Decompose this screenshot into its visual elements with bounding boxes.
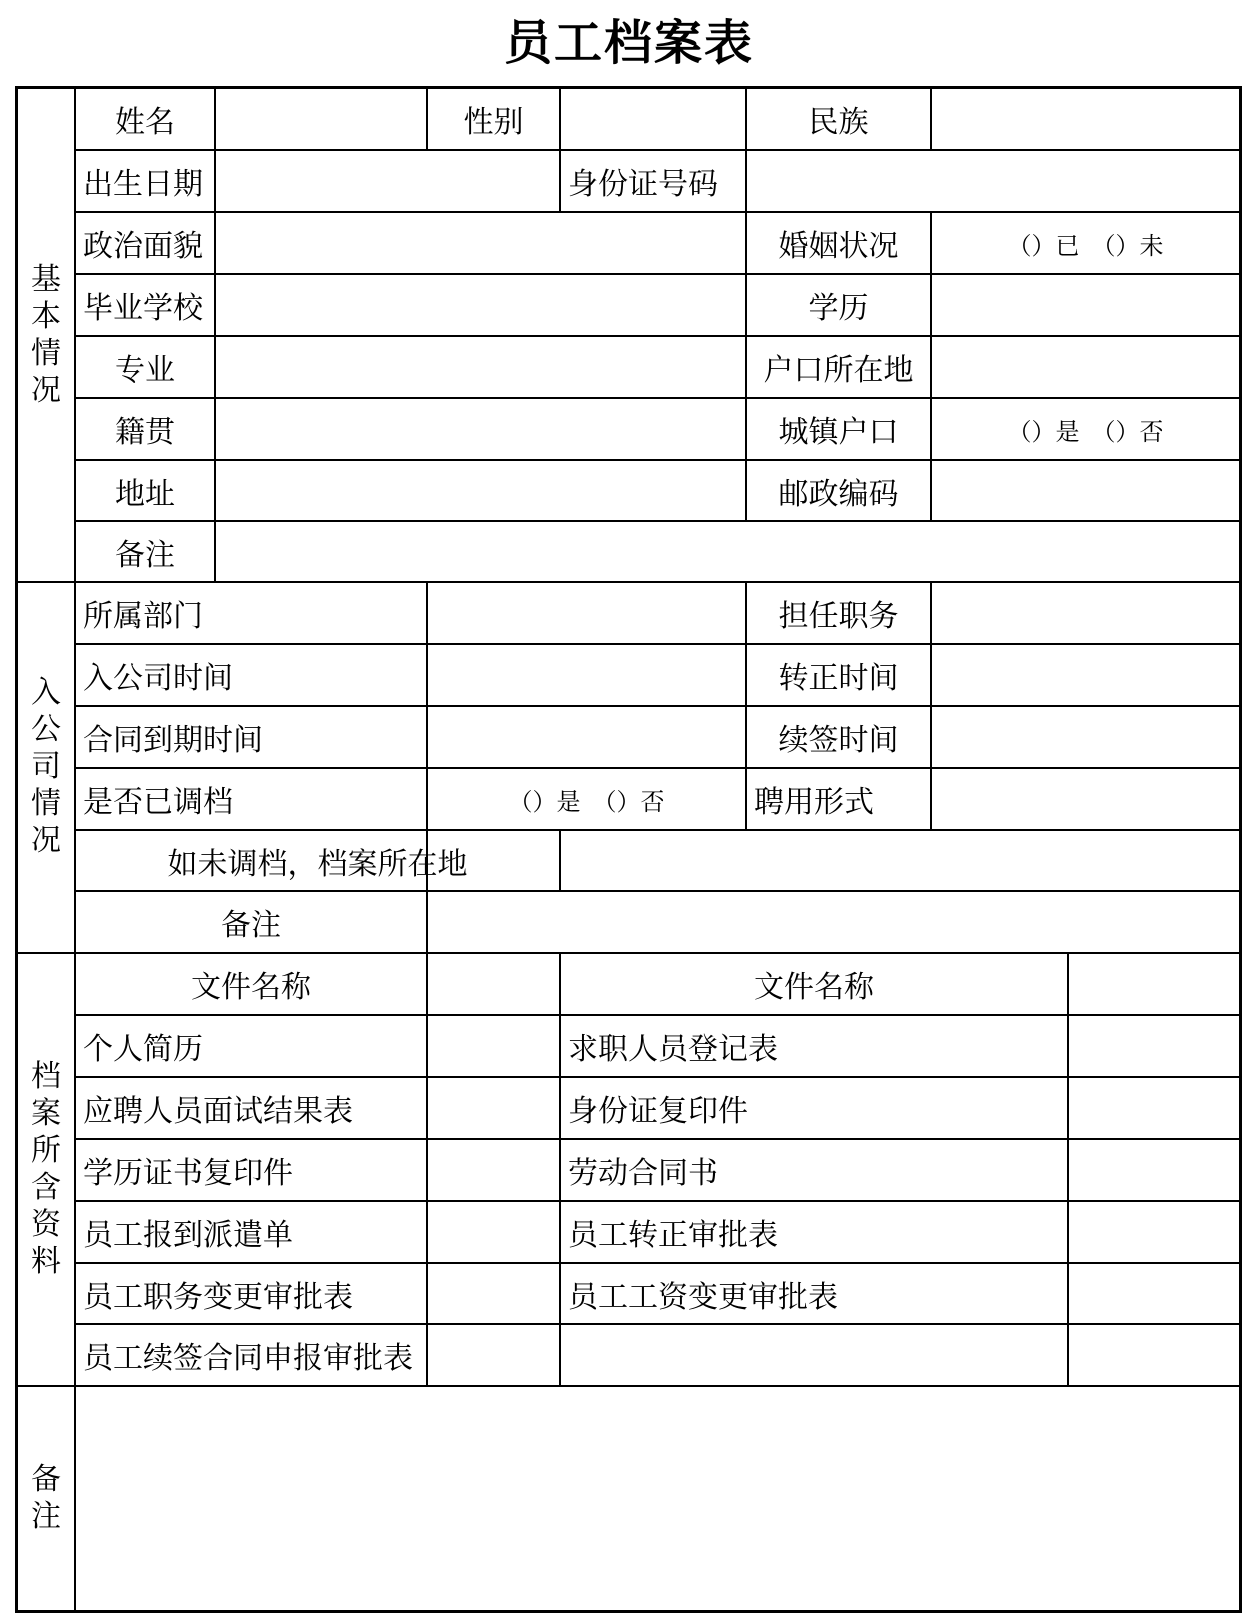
department-label: 所属部门 [83, 599, 203, 634]
major-field[interactable] [216, 337, 745, 397]
page-title: 员工档案表 [503, 15, 754, 71]
file-check-right[interactable] [1069, 1078, 1239, 1138]
section-files-label: 档 案 所 含 资 料 [31, 1058, 61, 1279]
file-check-left[interactable] [428, 1264, 559, 1323]
id-number-field[interactable] [747, 151, 1239, 211]
file-name-left: 员工续签合同申报审批表 [83, 1341, 413, 1376]
ethnicity-label: 民族 [808, 105, 869, 140]
employment-type-field[interactable] [932, 769, 1239, 829]
education-field[interactable] [932, 275, 1239, 335]
name-label: 姓名 [115, 105, 175, 140]
school-label: 毕业学校 [83, 291, 203, 326]
file-name-right: 员工转正审批表 [568, 1218, 778, 1253]
archive-location-field[interactable] [561, 831, 1239, 890]
employment-type-label: 聘用形式 [754, 785, 874, 820]
company-remark-label: 备注 [221, 908, 281, 943]
archive-location-label: 如未调档，档案所在地 [167, 846, 468, 882]
birth-date-field[interactable] [216, 151, 559, 211]
file-check-left[interactable] [428, 1016, 559, 1076]
postcode-label: 邮政编码 [778, 476, 899, 512]
urban-hukou-label: 城镇户口 [778, 415, 899, 450]
address-label: 地址 [115, 476, 175, 512]
file-name-right: 劳动合同书 [568, 1156, 718, 1191]
section-remarks-label: 备 注 [31, 1461, 61, 1534]
education-label: 学历 [808, 291, 869, 326]
section-company-label: 入 公 司 情 况 [31, 675, 61, 858]
file-name-right: 身份证复印件 [568, 1094, 748, 1129]
contract-expiry-label: 合同到期时间 [83, 723, 263, 758]
join-date-label: 入公司时间 [83, 661, 233, 696]
file-check-right[interactable] [1069, 1140, 1239, 1200]
native-place-field[interactable] [216, 399, 745, 459]
id-number-label: 身份证号码 [568, 167, 718, 202]
employee-record-form [15, 86, 1242, 1613]
marital-status-options[interactable]: （）已 （）未 [1007, 231, 1164, 260]
native-place-label: 籍贯 [115, 415, 175, 450]
marital-status-label: 婚姻状况 [778, 229, 899, 264]
archive-transferred-options[interactable]: （）是 （）否 [508, 787, 665, 816]
file-name-left: 员工报到派遣单 [83, 1218, 293, 1253]
company-remark-field[interactable] [428, 892, 1239, 952]
school-field[interactable] [216, 275, 745, 335]
postcode-field[interactable] [932, 461, 1239, 520]
file-check-left[interactable] [428, 1202, 559, 1262]
renewal-date-field[interactable] [932, 707, 1239, 767]
section-basic-label: 基 本 情 况 [31, 262, 61, 408]
file-check-left[interactable] [428, 1078, 559, 1138]
archive-transferred-label: 是否已调档 [83, 785, 233, 820]
major-label: 专业 [115, 353, 175, 388]
file-check-left[interactable] [428, 1325, 559, 1385]
basic-remark-field[interactable] [216, 522, 1239, 581]
political-status-field[interactable] [216, 213, 745, 273]
file-check-right[interactable] [1069, 1016, 1239, 1076]
files-header-left: 文件名称 [191, 970, 311, 1005]
basic-remark-label: 备注 [115, 537, 175, 573]
political-status-label: 政治面貌 [83, 229, 203, 264]
hukou-field[interactable] [932, 337, 1239, 397]
regularization-date-field[interactable] [932, 645, 1239, 705]
file-name-right: 求职人员登记表 [568, 1032, 778, 1067]
renewal-date-label: 续签时间 [778, 723, 899, 758]
file-check-left[interactable] [428, 1140, 559, 1200]
file-name-left: 个人简历 [83, 1032, 203, 1067]
regularization-date-label: 转正时间 [778, 661, 899, 696]
name-field[interactable] [216, 89, 426, 149]
position-field[interactable] [932, 583, 1239, 643]
address-field[interactable] [216, 461, 745, 520]
file-check-right[interactable] [1069, 1264, 1239, 1323]
remarks-field[interactable] [76, 1387, 1239, 1610]
gender-label: 性别 [463, 105, 524, 140]
file-name-right: 员工工资变更审批表 [568, 1279, 838, 1315]
files-header-right: 文件名称 [754, 970, 874, 1005]
file-check-right[interactable] [1069, 1202, 1239, 1262]
file-name-left: 员工职务变更审批表 [83, 1279, 353, 1315]
contract-expiry-field[interactable] [428, 707, 745, 767]
hukou-label: 户口所在地 [763, 353, 914, 388]
gender-field[interactable] [561, 89, 745, 149]
urban-hukou-options[interactable]: （）是 （）否 [1007, 417, 1164, 446]
file-name-left: 应聘人员面试结果表 [83, 1094, 353, 1129]
file-name-left: 学历证书复印件 [83, 1156, 293, 1191]
join-date-field[interactable] [428, 645, 745, 705]
ethnicity-field[interactable] [932, 89, 1239, 149]
position-label: 担任职务 [778, 599, 899, 634]
file-name-right [561, 1325, 1067, 1385]
file-check-right[interactable] [1069, 1325, 1239, 1385]
department-field[interactable] [428, 583, 745, 643]
birth-date-label: 出生日期 [83, 167, 203, 202]
